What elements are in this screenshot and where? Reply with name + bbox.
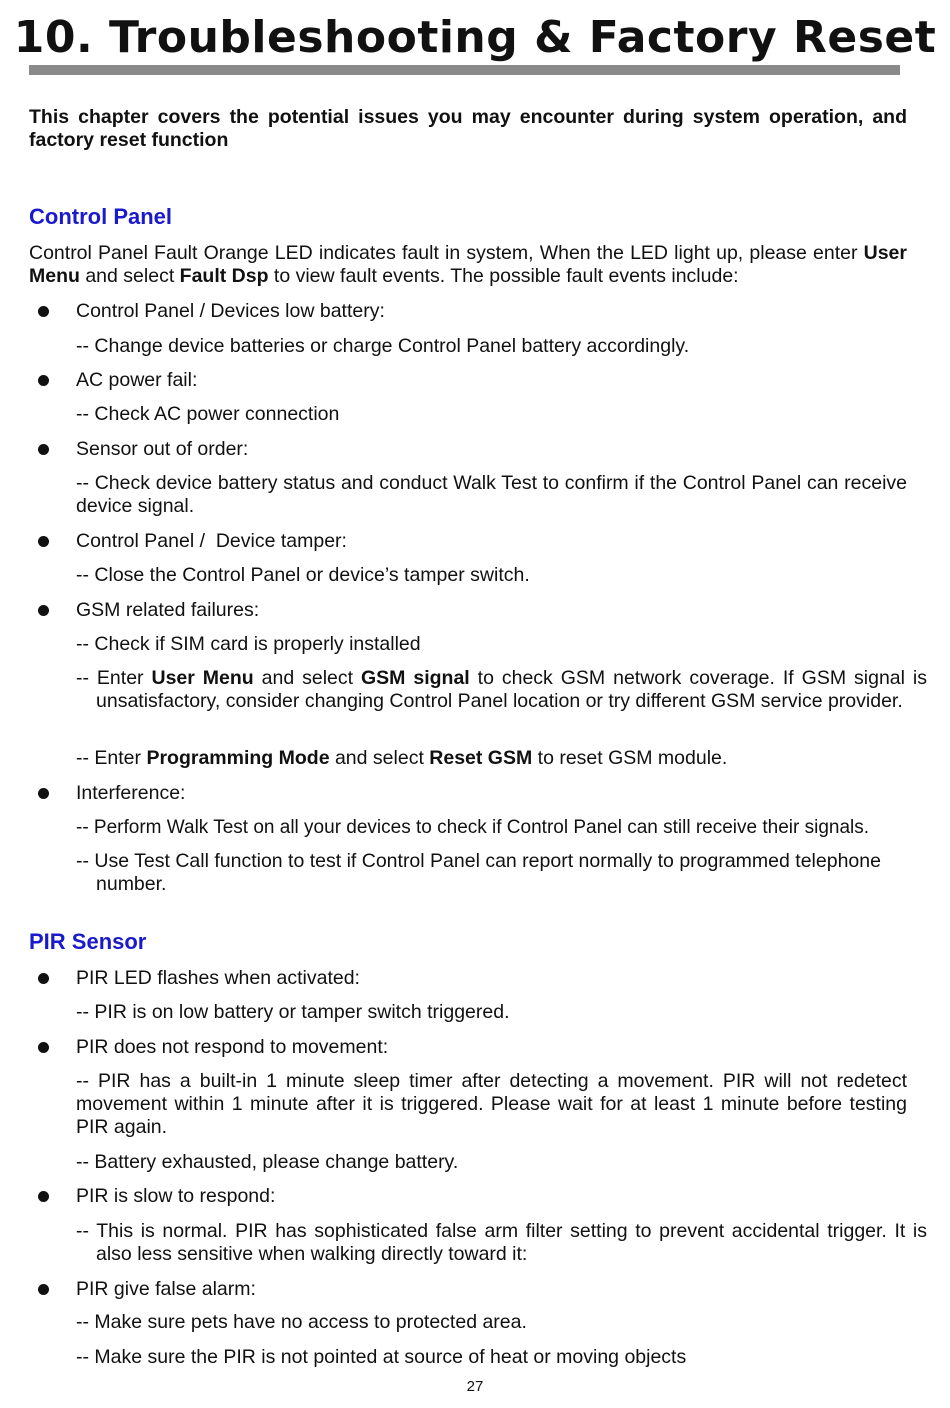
- list-item-detail: -- Perform Walk Test on all your devices to check if Control Panel can still receive their signals.: [76, 817, 870, 838]
- page-number: 27: [466, 1378, 484, 1395]
- list-item: [0, 782, 950, 806]
- text-run: and select: [329, 747, 430, 769]
- bullet-icon: [38, 375, 49, 386]
- list-item-detail: -- Make sure the PIR is not pointed at source of heat or moving objects: [76, 1346, 687, 1368]
- list-item-label: Control Panel / Device tamper:: [76, 530, 347, 552]
- text-run: and select: [253, 667, 361, 689]
- list-item-label: PIR give false alarm:: [76, 1278, 256, 1300]
- intro-text: This chapter covers the potential issues you may encounter during system operation, and factory reset function: [29, 106, 907, 151]
- list-item: [0, 369, 950, 393]
- bullet-icon: [38, 306, 49, 317]
- list-item-label: PIR does not respond to movement:: [76, 1036, 389, 1058]
- bullet-icon: [38, 1042, 49, 1053]
- list-item-label: Control Panel / Devices low battery:: [76, 300, 385, 322]
- list-item: [0, 300, 950, 324]
- list-item: [0, 530, 950, 554]
- list-item-label: AC power fail:: [76, 369, 198, 391]
- list-item-detail: -- This is normal. PIR has sophisticated false arm filter setting to prevent accidental trigger. It is also less sensitive when walking directly toward it:: [76, 1220, 927, 1265]
- control-panel-intro: [29, 242, 907, 288]
- bullet-icon: [38, 1284, 49, 1295]
- list-item-detail: -- Make sure pets have no access to protected area.: [76, 1311, 527, 1333]
- bold-run: Reset GSM: [429, 747, 533, 769]
- bullet-icon: [38, 1191, 49, 1202]
- text-run: to reset GSM module.: [532, 747, 728, 769]
- list-item: [0, 438, 950, 462]
- bullet-icon: [38, 605, 49, 616]
- text-run: and select: [79, 265, 180, 287]
- bullet-icon: [38, 973, 49, 984]
- bold-run: Programming Mode: [146, 747, 330, 769]
- text-run: -- Enter: [76, 667, 152, 689]
- bullet-icon: [38, 788, 49, 799]
- bullet-icon: [38, 536, 49, 547]
- list-item-label: PIR LED flashes when activated:: [76, 967, 360, 989]
- bold-run: User Menu: [151, 667, 254, 689]
- list-item-label: GSM related failures:: [76, 599, 260, 621]
- list-item: [0, 967, 950, 991]
- text-run: to view fault events. The possible fault events include:: [268, 265, 739, 287]
- list-item-detail: -- Check if SIM card is properly installed: [76, 633, 421, 655]
- list-item-detail: -- Close the Control Panel or device’s tamper switch.: [76, 564, 530, 586]
- list-item-label: Sensor out of order:: [76, 438, 249, 460]
- bold-run: GSM signal: [361, 667, 470, 689]
- list-item: [0, 1278, 950, 1302]
- list-item-detail: [76, 747, 727, 770]
- bold-run: User Menu: [29, 242, 907, 287]
- list-item-detail: -- Use Test Call function to test if Control Panel can report normally to programmed telephone number.: [76, 850, 881, 895]
- pir-sensor-heading: PIR Sensor: [29, 929, 147, 954]
- list-item-detail: -- Check device battery status and conduct Walk Test to confirm if the Control Panel can receive device signal.: [76, 472, 907, 517]
- page-title: 10. Troubleshooting & Factory Reset: [13, 12, 937, 63]
- list-item: [0, 1036, 950, 1060]
- bold-run: Fault Dsp: [179, 265, 269, 287]
- list-item-detail: [76, 667, 927, 713]
- list-item: [0, 1185, 950, 1209]
- text-run: Control Panel Fault Orange LED indicates fault in system, When the LED light up, please enter: [29, 242, 864, 264]
- list-item-detail: -- Change device batteries or charge Control Panel battery accordingly.: [76, 335, 690, 357]
- text-run: to check GSM network coverage. If GSM signal is unsatisfactory, consider changing Control Panel location or try different GSM service provider.: [96, 667, 927, 712]
- bullet-icon: [38, 444, 49, 455]
- title-rule: [29, 65, 900, 75]
- list-item-detail: -- Battery exhausted, please change battery.: [76, 1151, 459, 1173]
- list-item: [0, 599, 950, 623]
- text-run: -- Enter: [76, 747, 147, 769]
- control-panel-heading: Control Panel: [29, 204, 173, 229]
- list-item-detail: -- PIR is on low battery or tamper switch triggered.: [76, 1001, 510, 1023]
- list-item-detail: -- PIR has a built-in 1 minute sleep timer after detecting a movement. PIR will not redetect movement within 1 minute after it is triggered. Please wait for at least 1 minute before testing PIR again.: [76, 1070, 907, 1138]
- list-item-label: Interference:: [76, 782, 186, 804]
- list-item-label: PIR is slow to respond:: [76, 1185, 276, 1207]
- list-item-detail: -- Check AC power connection: [76, 403, 340, 425]
